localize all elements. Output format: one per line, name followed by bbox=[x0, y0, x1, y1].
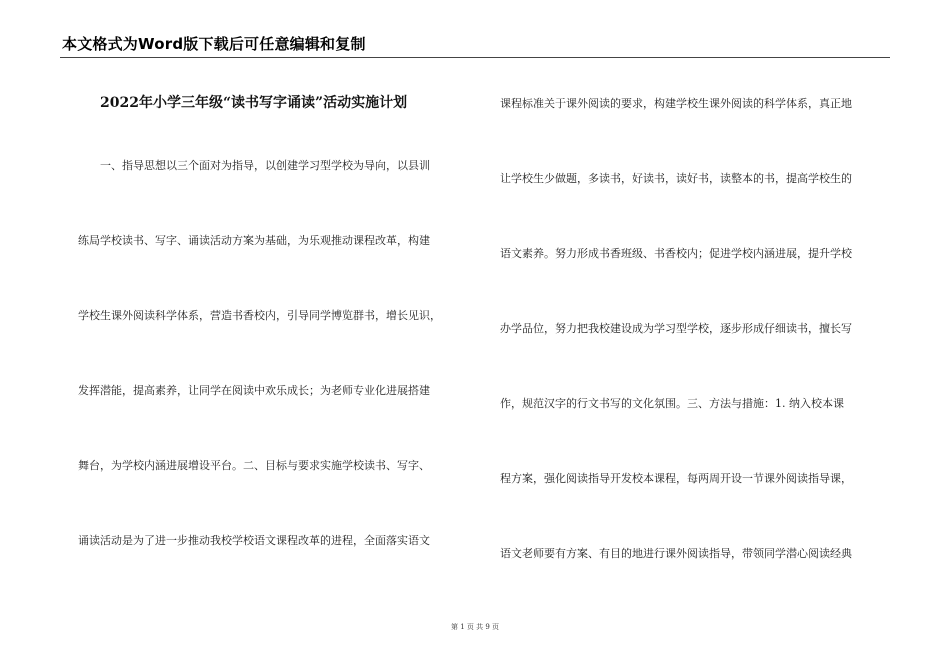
document-title: 2022年小学三年级“读书写字诵读”活动实施计划 bbox=[100, 95, 408, 111]
paragraph-line: 学校生课外阅读科学体系，营造书香校内，引导同学博览群书，增长见识， bbox=[78, 309, 441, 322]
header-banner: 本文格式为Word版下载后可任意编辑和复制 bbox=[62, 35, 366, 53]
paragraph-line: 课程标准关于课外阅读的要求，构建学校生课外阅读的科学体系，真正地 bbox=[500, 97, 852, 110]
paragraph-line: 语文素养。努力形成书香班级、书香校内；促进学校内涵进展，提升学校 bbox=[500, 247, 852, 260]
paragraph-line: 语文老师要有方案、有目的地进行课外阅读指导，带领同学潜心阅读经典 bbox=[500, 547, 852, 560]
paragraph-line: 办学品位，努力把我校建设成为学习型学校，逐步形成仔细读书，擅长写 bbox=[500, 322, 852, 335]
paragraph-line: 让学校生少做题，多读书，好读书，读好书，读整本的书，提高学校生的 bbox=[500, 172, 852, 185]
paragraph-line: 程方案，强化阅读指导开发校本课程，每两周开设一节课外阅读指导课， bbox=[500, 472, 852, 485]
paragraph-line: 一、指导思想以三个面对为指导，以创建学习型学校为导向，以县训 bbox=[100, 159, 430, 172]
paragraph-line: 发挥潜能，提高素养，让同学在阅读中欢乐成长；为老师专业化进展搭建 bbox=[78, 384, 430, 397]
paragraph-line: 作，规范汉字的行文书写的文化氛围。三、方法与措施：1. 纳入校本课 bbox=[500, 397, 844, 410]
paragraph-line: 诵读活动是为了进一步推动我校学校语文课程改革的进程，全面落实语文 bbox=[78, 534, 430, 547]
header-divider bbox=[60, 57, 890, 58]
page-number: 第 1 页 共 9 页 bbox=[450, 623, 500, 631]
paragraph-line: 舞台，为学校内涵进展增设平台。二、目标与要求实施学校读书、写字、 bbox=[78, 459, 430, 472]
paragraph-line: 练局学校读书、写字、诵读活动方案为基础，为乐观推动课程改革，构建 bbox=[78, 234, 430, 247]
